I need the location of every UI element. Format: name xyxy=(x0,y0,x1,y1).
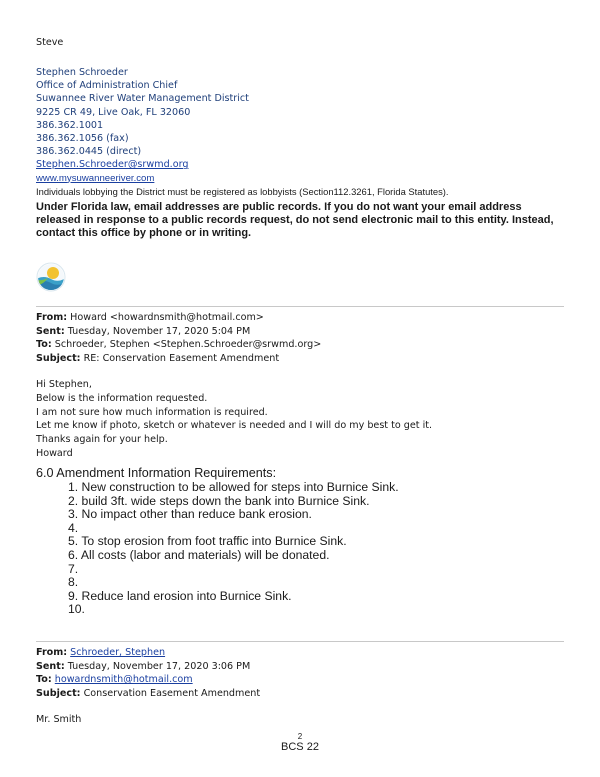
requirement-item: 2. build 3ft. wide steps down the bank into Burnice Sink. xyxy=(68,493,370,508)
body-line: Howard xyxy=(36,447,73,459)
body-line: Hi Stephen, xyxy=(36,379,92,390)
requirement-item: 7. xyxy=(68,561,79,576)
bates-number: BCS 22 xyxy=(281,741,319,753)
from-label: From: xyxy=(36,312,68,323)
email-body xyxy=(36,378,432,461)
signature-address: 9225 CR 49, Live Oak, FL 32060 xyxy=(36,106,191,118)
sent-value: Tuesday, November 17, 2020 5:04 PM xyxy=(67,325,251,337)
signature-name: Stephen Schroeder xyxy=(36,67,128,78)
requirement-item: 10. xyxy=(68,602,85,617)
email-separator xyxy=(36,641,564,642)
body-line: Below is the information requested. xyxy=(36,392,208,404)
previous-email-header xyxy=(36,646,260,700)
requirements-list xyxy=(68,481,399,617)
email-signature xyxy=(36,66,449,198)
requirement-item: 3. No impact other than reduce bank erosion. xyxy=(68,507,312,522)
greeting-name: Steve xyxy=(36,37,64,48)
requirement-item: 4. xyxy=(68,520,79,535)
requirement-item: 6. All costs (labor and materials) will be donated. xyxy=(68,547,330,562)
requirements-title: 6.0 Amendment Information Requirements: xyxy=(36,466,277,480)
signature-phone: 386.362.1001 xyxy=(36,119,104,131)
email-header xyxy=(36,311,321,365)
signature-direct: 386.362.0445 (direct) xyxy=(36,146,142,158)
salutation: Mr. Smith xyxy=(36,714,82,725)
body-line: Thanks again for your help. xyxy=(36,434,168,446)
subject-value: Conservation Easement Amendment xyxy=(83,687,261,699)
lobbyist-note: Individuals lobbying the District must be registered as lobbyists (Section112.3261, Florida Statutes). xyxy=(36,185,449,197)
signature-fax: 386.362.1056 (fax) xyxy=(36,132,129,144)
signature-org: Suwannee River Water Management District xyxy=(36,93,249,105)
signature-website-link[interactable]: www.mysuwanneeriver.com xyxy=(36,172,155,184)
to-link[interactable]: howardnsmith@hotmail.com xyxy=(54,674,193,686)
srwmd-logo-icon xyxy=(36,262,66,292)
requirement-item: 1. New construction to be allowed for steps into Burnice Sink. xyxy=(68,480,399,494)
to-label: To: xyxy=(36,674,52,686)
from-value: Howard <howardnsmith@hotmail.com> xyxy=(70,312,264,323)
from-link[interactable]: Schroeder, Stephen xyxy=(70,647,166,658)
sent-value: Tuesday, November 17, 2020 3:06 PM xyxy=(67,660,251,672)
subject-label: Subject: xyxy=(36,352,81,364)
to-value: Schroeder, Stephen <Stephen.Schroeder@srwmd.org> xyxy=(54,339,322,351)
sent-label: Sent: xyxy=(36,325,65,337)
subject-value: RE: Conservation Easement Amendment xyxy=(83,352,280,364)
page-number: 2 xyxy=(297,732,303,741)
to-label: To: xyxy=(36,339,52,351)
from-label: From: xyxy=(36,647,68,658)
signature-title: Office of Administration Chief xyxy=(36,80,178,92)
signature-email-link[interactable]: Stephen.Schroeder@srwmd.org xyxy=(36,159,189,171)
email-separator xyxy=(36,306,564,307)
public-records-notice: Under Florida law, email addresses are public records. If you do not want your email address released in response to a public records request, do not send electronic mail to this entity. Instead, contact this office by phone or in writing. xyxy=(36,201,554,240)
requirement-item: 8. xyxy=(68,575,79,590)
requirement-item: 9. Reduce land erosion into Burnice Sink. xyxy=(68,588,292,603)
sent-label: Sent: xyxy=(36,660,65,672)
body-line: I am not sure how much information is required. xyxy=(36,406,268,418)
subject-label: Subject: xyxy=(36,687,81,699)
body-line: Let me know if photo, sketch or whatever is needed and I will do my best to get it. xyxy=(36,420,433,432)
requirement-item: 5. To stop erosion from foot traffic into Burnice Sink. xyxy=(68,534,347,549)
